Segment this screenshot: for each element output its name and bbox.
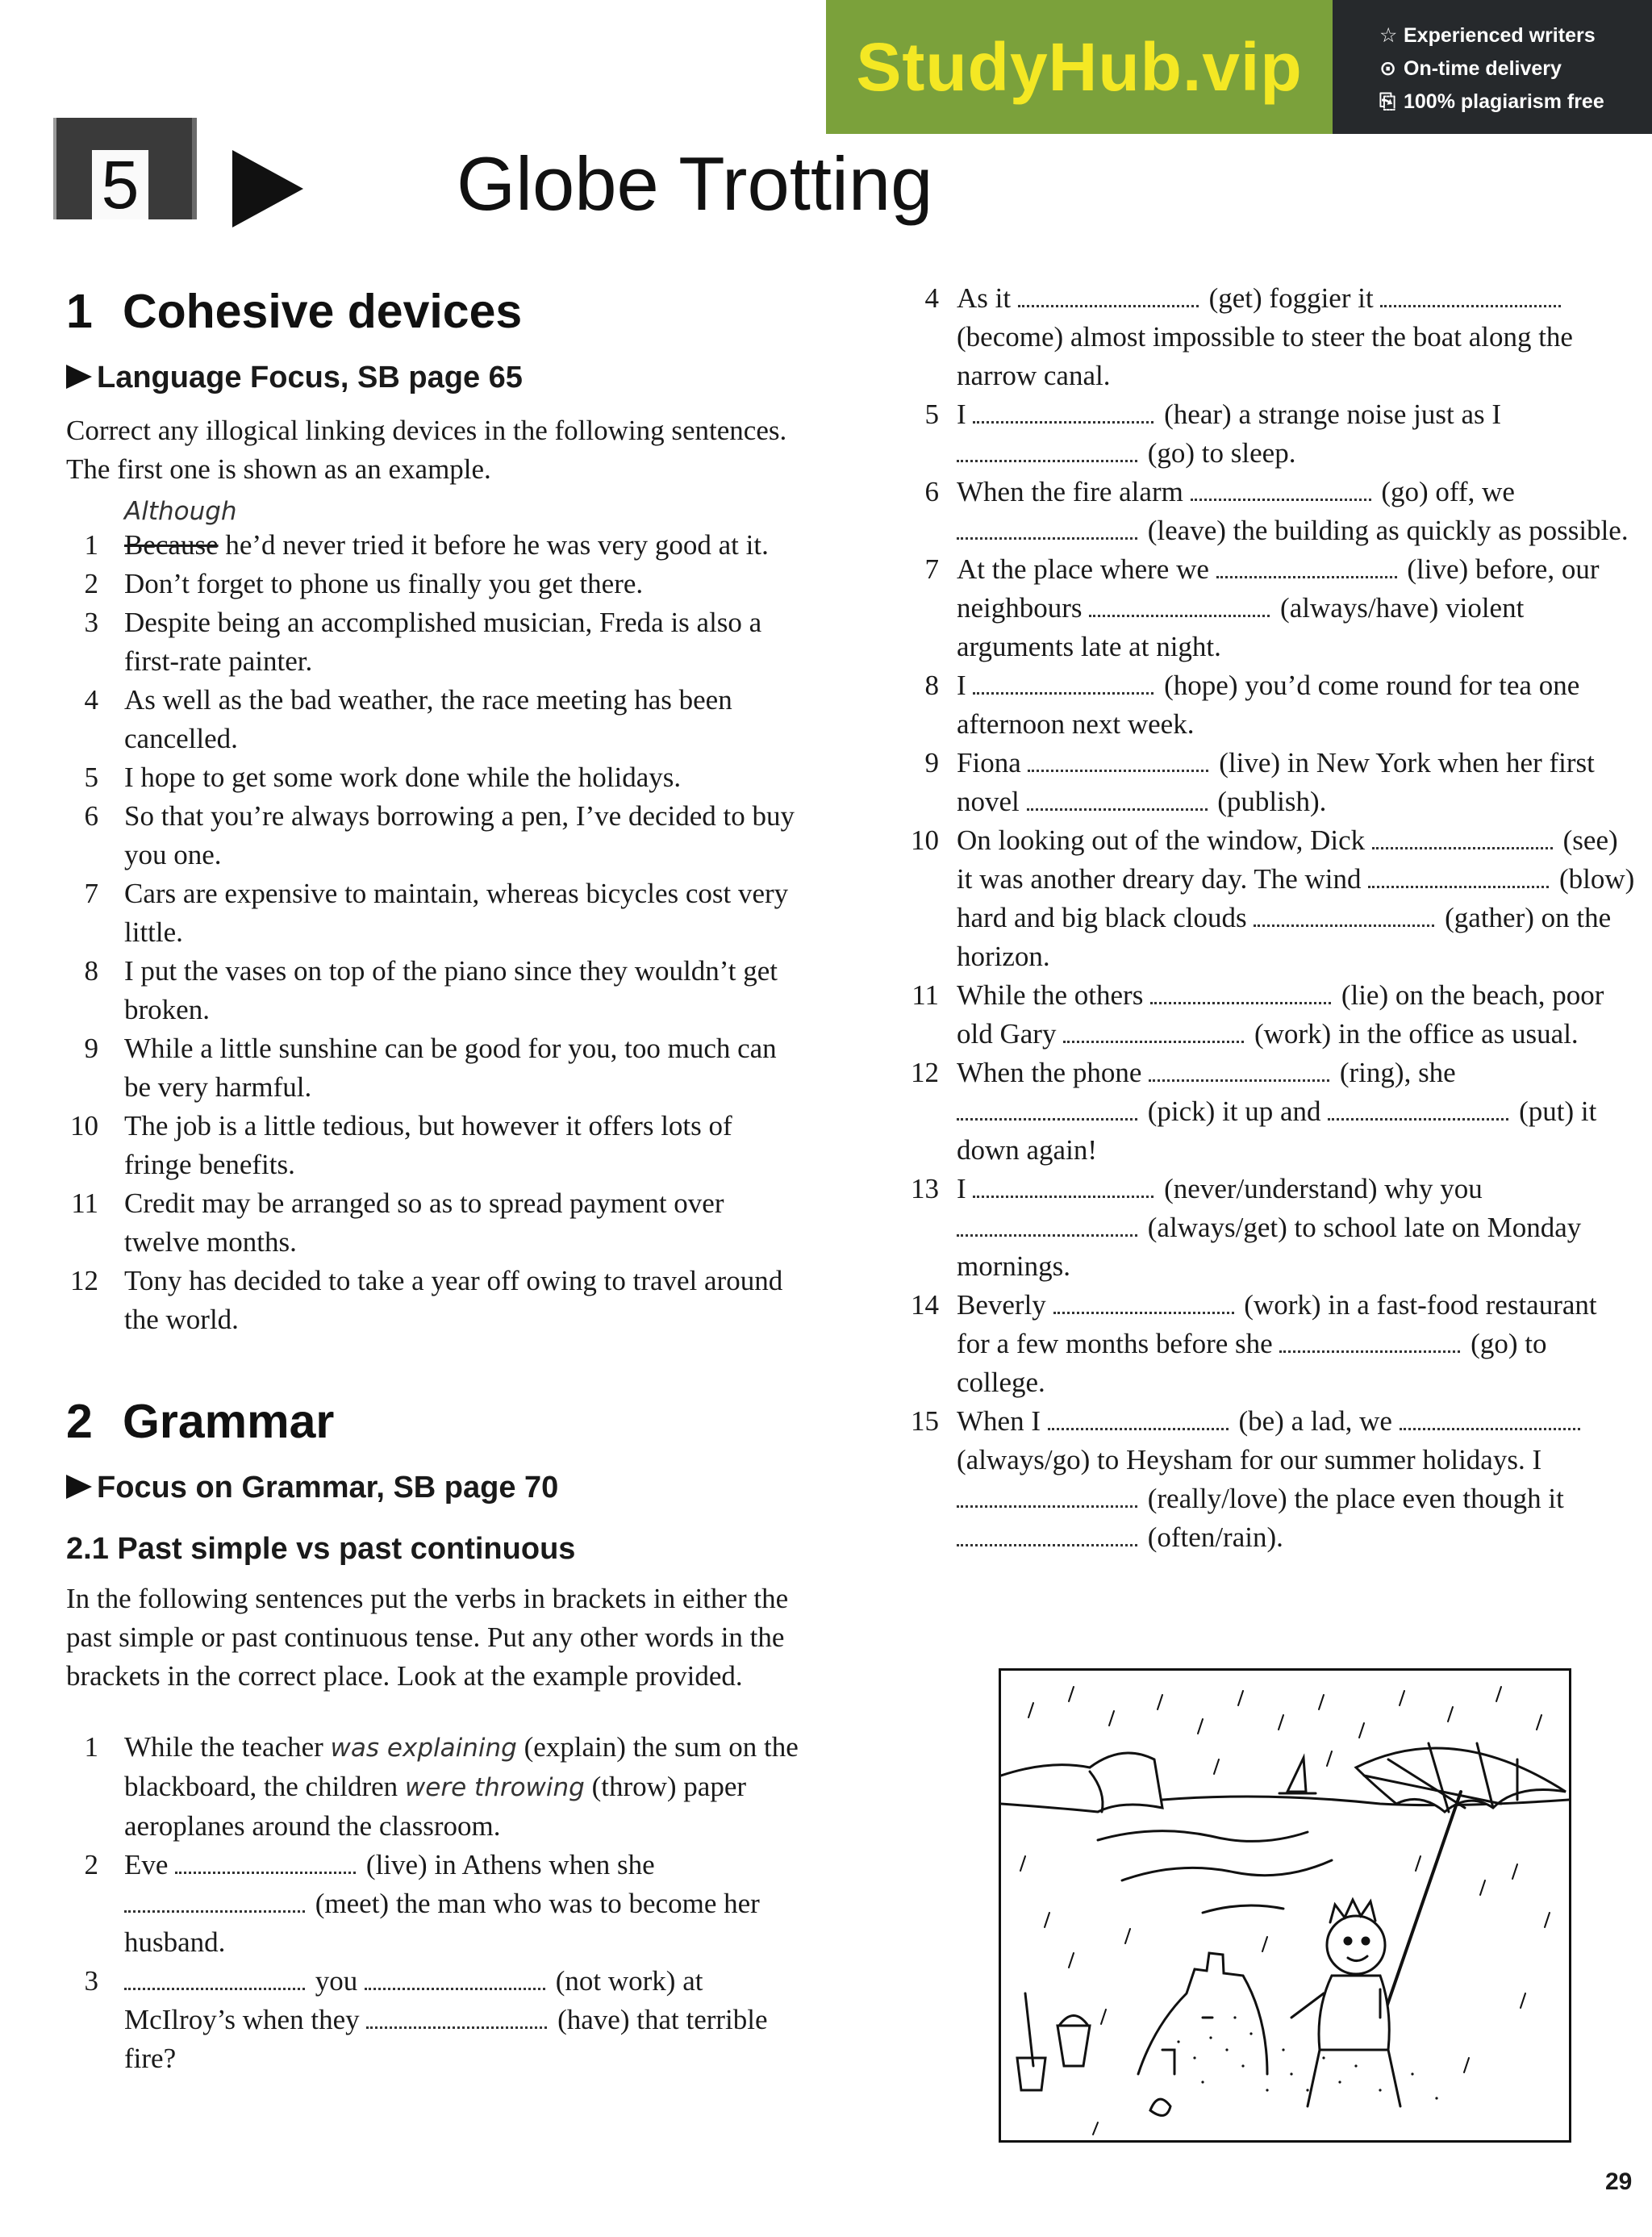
item-number: 9 — [924, 747, 939, 778]
item-text: As well as the bad weather, the race meeting has been cancelled. — [124, 684, 732, 754]
blank-gap[interactable] — [366, 2001, 547, 2030]
item-number: 8 — [924, 670, 939, 701]
blank-gap[interactable] — [1380, 280, 1561, 308]
list-item — [910, 1170, 1636, 1286]
shore-wave-3 — [1203, 1905, 1283, 1913]
list-item — [910, 666, 1636, 744]
item-text: Eve — [124, 1849, 176, 1880]
item-text: (see) it was another dreary day. The wind — [957, 824, 1618, 895]
item-text: (pick) it up and — [1141, 1096, 1329, 1127]
list-item — [66, 1262, 805, 1339]
item-number: 14 — [911, 1289, 939, 1321]
chapter-number-box — [56, 118, 192, 223]
list-item — [910, 976, 1636, 1054]
bucket — [1058, 2026, 1090, 2066]
sailboat-sail — [1287, 1758, 1306, 1792]
beach-stone — [1150, 2099, 1170, 2115]
item-text: (go) to college. — [957, 1328, 1547, 1398]
example-answer: was explaining — [330, 1734, 517, 1763]
item-number: 9 — [84, 1033, 98, 1064]
section-number: 2 — [66, 1395, 93, 1448]
feature-plagiarism-free — [1379, 86, 1652, 119]
item-number: 3 — [84, 1965, 98, 1997]
item-text: (go) to sleep. — [1141, 437, 1296, 469]
item-text: (throw) paper aeroplanes around the classroom. — [124, 1771, 747, 1842]
item-text: (really/love) the place even though it — [1141, 1483, 1564, 1514]
list-item — [66, 1184, 805, 1262]
item-number: 3 — [84, 607, 98, 638]
item-text: (get) foggier it — [1201, 282, 1381, 314]
distant-headland — [1001, 1753, 1162, 1812]
list-item — [910, 395, 1636, 473]
child-legs — [1308, 2050, 1400, 2106]
item-text: (be) a lad, we — [1231, 1405, 1400, 1437]
shore-wave-2 — [1122, 1860, 1332, 1880]
blank-gap[interactable] — [957, 1209, 1137, 1237]
sandcastle — [1138, 1953, 1267, 2074]
focus-text: Language Focus, SB page 65 — [97, 361, 523, 394]
item-text: On looking out of the window, Dick — [957, 824, 1372, 856]
clock-icon: ⊙ — [1379, 57, 1396, 80]
item-number: 12 — [911, 1057, 939, 1088]
left-column — [66, 281, 805, 2078]
list-item — [66, 526, 805, 565]
item-text: (ring), she — [1333, 1057, 1456, 1088]
blank-gap[interactable] — [1279, 1325, 1460, 1354]
list-item — [66, 1846, 805, 1962]
chapter-arrow-icon — [232, 150, 303, 227]
illustration-drawing — [1001, 1671, 1569, 2140]
list-item — [66, 1029, 805, 1107]
item-text: I — [957, 670, 974, 701]
item-number: 1 — [84, 529, 98, 561]
item-number: 4 — [84, 684, 98, 716]
feature-text: Experienced writers — [1404, 24, 1596, 47]
struck-word: Because — [124, 529, 219, 561]
item-text: I put the vases on top of the piano since they wouldn’t get broken. — [124, 955, 778, 1025]
blank-gap[interactable] — [1053, 1287, 1234, 1315]
blank-gap[interactable] — [973, 396, 1153, 424]
blank-gap[interactable] — [1028, 745, 1208, 773]
beach-rain-illustration — [999, 1668, 1571, 2143]
item-text: Despite being an accomplished musician, Freda is also a first-rate painter. — [124, 607, 762, 677]
item-number: 2 — [84, 568, 98, 599]
item-text: When I — [957, 1405, 1048, 1437]
section-title-text: Grammar — [123, 1395, 335, 1448]
spade-blade — [1017, 2058, 1045, 2090]
cliff-line — [1090, 1772, 1103, 1812]
item-text: (leave) the building as quickly as possible. — [1141, 515, 1629, 546]
chapter-number: 5 — [92, 150, 148, 219]
list-item — [910, 473, 1636, 550]
list-item — [66, 874, 805, 952]
item-text: (hear) a strange noise just as I — [1157, 399, 1502, 430]
list-item — [66, 1107, 805, 1184]
list-item — [66, 565, 805, 603]
section-number: 1 — [66, 285, 93, 338]
item-text: So that you’re always borrowing a pen, I’ve decided to buy you one. — [124, 800, 795, 870]
item-number: 11 — [912, 979, 939, 1011]
focus-text: Focus on Grammar, SB page 70 — [97, 1471, 559, 1505]
child-eye — [1362, 1938, 1369, 1944]
item-number: 7 — [84, 878, 98, 909]
blank-gap[interactable] — [1149, 1054, 1329, 1083]
blank-gap[interactable] — [1027, 783, 1208, 812]
grammar-list-right — [910, 279, 1636, 1557]
item-text: (live) before, our neighbours — [957, 553, 1600, 624]
list-item — [66, 603, 805, 681]
item-text: (hope) you’d come round for tea one afternoon next week. — [957, 670, 1580, 740]
blank-gap[interactable] — [973, 667, 1153, 695]
section-1-title — [66, 281, 805, 342]
item-number: 13 — [911, 1173, 939, 1204]
child-head — [1327, 1916, 1385, 1974]
child-eye — [1345, 1938, 1351, 1944]
item-text: Credit may be arranged so as to spread payment over twelve months. — [124, 1187, 724, 1258]
item-text: Fiona — [957, 747, 1028, 778]
umbrella-shaft — [1380, 1792, 1461, 2026]
section-2-instructions: In the following sentences put the verbs in brackets in either the past simple or past continuous tense. Put any other words in the brackets in the correct place. Look at the example provided. — [66, 1583, 789, 1692]
item-text: Cars are expensive to maintain, whereas bicycles cost very little. — [124, 878, 789, 948]
list-item — [66, 952, 805, 1029]
item-text: (work) in the office as usual. — [1247, 1018, 1579, 1050]
item-text: (often/rain). — [1141, 1521, 1283, 1553]
list-item — [66, 681, 805, 758]
blank-gap[interactable] — [1254, 899, 1434, 928]
triangle-arrow-icon — [66, 365, 92, 389]
item-text: Beverly — [957, 1289, 1053, 1321]
blank-gap[interactable] — [1063, 1016, 1244, 1044]
chapter-title: Globe Trotting — [457, 141, 933, 226]
banner-features — [1333, 0, 1652, 134]
star-icon: ☆ — [1379, 24, 1398, 47]
item-text: I hope to get some work done while the holidays. — [124, 762, 682, 793]
item-number: 5 — [84, 762, 98, 793]
blank-gap[interactable] — [1048, 1403, 1229, 1431]
item-number: 4 — [924, 282, 939, 314]
item-number: 1 — [84, 1731, 98, 1763]
sandcastle-detail — [1162, 2018, 1212, 2074]
item-text: (work) in a fast-food restaurant for a few months before she — [957, 1289, 1597, 1359]
banner-logo-area[interactable] — [826, 0, 1333, 134]
item-number: 2 — [84, 1849, 98, 1880]
item-text: (blow) hard and big black clouds — [957, 863, 1635, 933]
blank-gap[interactable] — [957, 1480, 1137, 1509]
blank-gap[interactable] — [124, 1963, 305, 1991]
blank-gap[interactable] — [1150, 977, 1331, 1005]
blank-gap[interactable] — [957, 435, 1137, 463]
item-text: (have) that terrible fire? — [124, 2004, 768, 2074]
cohesive-devices-list — [66, 526, 805, 1339]
item-text: he’d never tried it before he was very good at it. — [218, 529, 769, 561]
item-text: (not work) at McIlroy’s when they — [124, 1965, 703, 2035]
document-check-icon: ⎘ — [1379, 90, 1396, 113]
blank-gap[interactable] — [1372, 822, 1553, 850]
item-text: (always/have) violent arguments late at night. — [957, 592, 1525, 662]
list-item — [910, 1286, 1636, 1402]
blank-gap[interactable] — [124, 1885, 305, 1914]
list-item — [66, 1728, 805, 1846]
section-2-title — [66, 1391, 805, 1452]
item-text: (never/understand) why you — [1157, 1173, 1483, 1204]
list-item — [66, 1962, 805, 2078]
list-item — [910, 744, 1636, 821]
item-text: While the teacher — [124, 1731, 331, 1763]
item-number: 8 — [84, 955, 98, 987]
item-text: While a little sunshine can be good for you, too much can be very harmful. — [124, 1033, 777, 1103]
studyhub-logo[interactable]: StudyHub.vip — [856, 28, 1303, 105]
triangle-arrow-icon — [66, 1475, 92, 1499]
item-number: 10 — [70, 1110, 98, 1141]
section-1-focus — [66, 357, 805, 399]
item-text: (explain) the sum on the blackboard, the children — [124, 1731, 799, 1802]
item-text: (become) almost impossible to steer the boat along the narrow canal. — [957, 321, 1573, 391]
item-text: you — [308, 1965, 365, 1997]
item-number: 6 — [924, 476, 939, 507]
item-text: I — [957, 1173, 974, 1204]
section-title-text: Cohesive devices — [123, 285, 523, 338]
list-item — [910, 1054, 1636, 1170]
blank-gap[interactable] — [1328, 1093, 1508, 1121]
list-item — [910, 1402, 1636, 1557]
item-text: (live) in New York when her first novel — [957, 747, 1595, 817]
feature-text: 100% plagiarism free — [1404, 90, 1604, 113]
item-number: 7 — [924, 553, 939, 585]
blank-gap[interactable] — [957, 512, 1137, 540]
right-column — [910, 279, 1636, 1557]
blank-gap[interactable] — [1191, 474, 1371, 502]
list-item — [66, 797, 805, 874]
item-text: The job is a little tedious, but however it offers lots of fringe benefits. — [124, 1110, 732, 1180]
item-text: When the phone — [957, 1057, 1149, 1088]
item-text: Don’t forget to phone us finally you get there. — [124, 568, 644, 599]
item-number: 6 — [84, 800, 98, 832]
bucket-handle — [1059, 2016, 1088, 2026]
item-number: 12 — [70, 1265, 98, 1296]
blank-gap[interactable] — [1368, 861, 1549, 889]
item-text: (always/go) to Heysham for our summer holidays. I — [957, 1444, 1542, 1475]
blank-gap[interactable] — [365, 1963, 545, 1991]
blank-gap[interactable] — [175, 1847, 356, 1875]
item-number: 5 — [924, 399, 939, 430]
item-text: (put) it down again! — [957, 1096, 1597, 1166]
item-text: (live) in Athens when she — [359, 1849, 655, 1880]
sand-stipple — [1177, 2016, 1437, 2099]
feature-experienced-writers — [1379, 19, 1652, 52]
subsection-title: 2.1 Past simple vs past continuous — [66, 1532, 576, 1566]
section-1-instructions: Correct any illogical linking devices in the following sentences. The first one is shown as an example. — [66, 415, 787, 485]
blank-gap[interactable] — [1400, 1403, 1580, 1431]
item-text: (gather) on the horizon. — [957, 902, 1612, 972]
item-text: Tony has decided to take a year off owing to travel around the world. — [124, 1265, 783, 1335]
child-body — [1319, 1976, 1389, 2050]
grammar-list-left — [66, 1728, 805, 2078]
spade-handle — [1025, 1993, 1033, 2066]
item-number: 11 — [71, 1187, 98, 1219]
item-text: While the others — [957, 979, 1151, 1011]
list-item — [66, 758, 805, 797]
shore-wave-1 — [1098, 1831, 1308, 1842]
section-2-focus — [66, 1467, 805, 1509]
example-correction: Although — [124, 497, 237, 526]
item-text: I — [957, 399, 974, 430]
feature-on-time-delivery — [1379, 52, 1652, 86]
blank-gap[interactable] — [957, 1093, 1137, 1121]
page-number: 29 — [1605, 2168, 1633, 2195]
item-number: 10 — [911, 824, 939, 856]
item-text: When the fire alarm — [957, 476, 1191, 507]
item-text: At the place where we — [957, 553, 1216, 585]
list-item — [910, 550, 1636, 666]
blank-gap[interactable] — [1216, 551, 1397, 579]
example-answer: were throwing — [404, 1773, 585, 1802]
item-text: As it — [957, 282, 1018, 314]
item-text: (always/get) to school late on Monday mornings. — [957, 1212, 1582, 1282]
blank-gap[interactable] — [973, 1171, 1153, 1199]
item-text: (lie) on the beach, poor old Gary — [957, 979, 1604, 1050]
item-text: (publish). — [1210, 786, 1327, 817]
feature-text: On-time delivery — [1404, 57, 1562, 80]
blank-gap[interactable] — [1018, 280, 1199, 308]
list-item — [910, 279, 1636, 395]
list-item — [910, 821, 1636, 976]
blank-gap[interactable] — [957, 1519, 1137, 1547]
item-text: (go) off, we — [1374, 476, 1515, 507]
item-text: (meet) the man who was to become her husband. — [124, 1888, 760, 1958]
item-number: 15 — [911, 1405, 939, 1437]
blank-gap[interactable] — [1089, 590, 1270, 618]
studyhub-banner[interactable] — [826, 0, 1652, 134]
